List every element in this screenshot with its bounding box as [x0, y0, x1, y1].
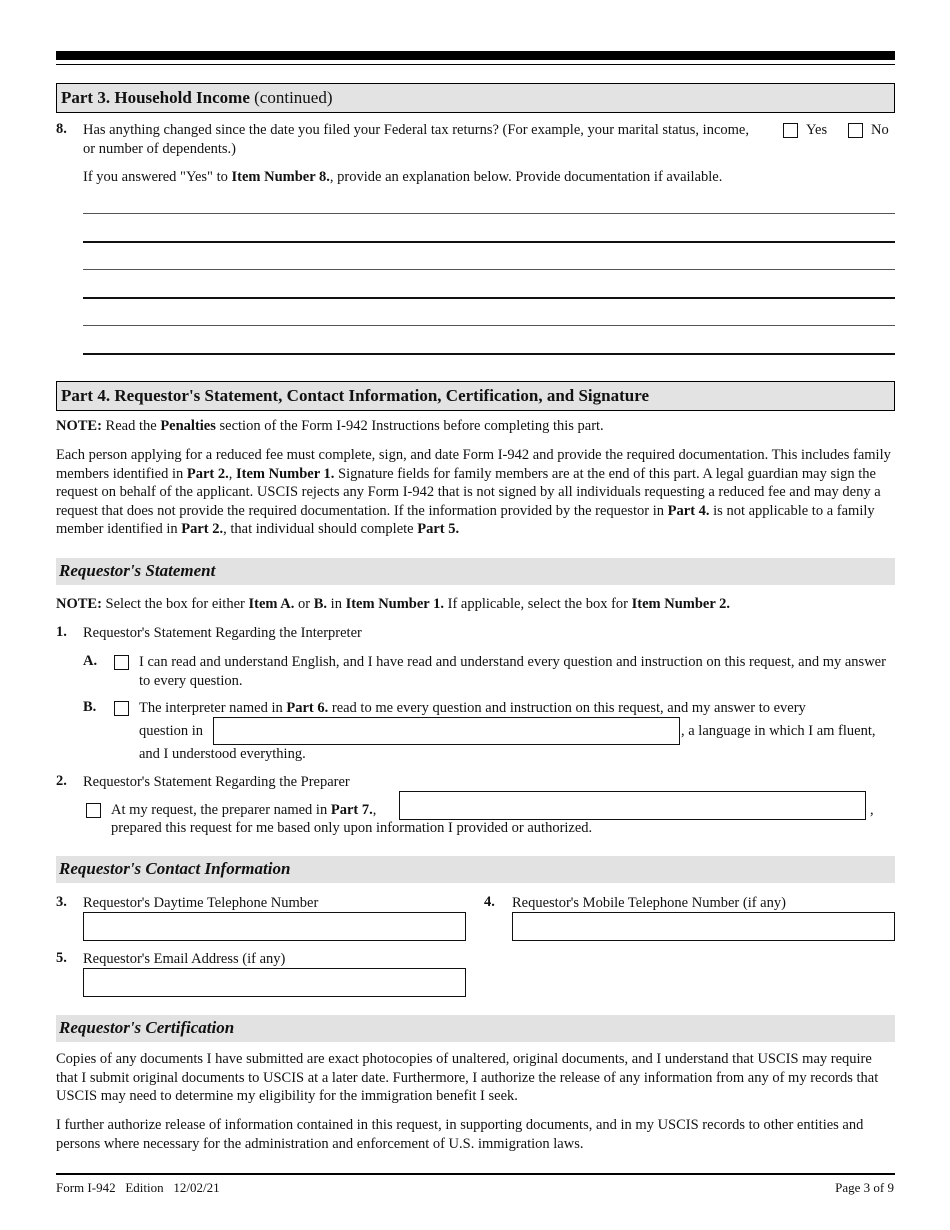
- note-label: NOTE:: [56, 418, 102, 434]
- daytime-phone-input[interactable]: [83, 912, 466, 941]
- note-ref: Item Number 2.: [631, 596, 731, 612]
- requestor-contact-header: Requestor's Contact Information: [56, 856, 895, 883]
- note-text: or: [294, 596, 314, 612]
- certification-paragraph-2: I further authorize release of information contained in this request, in supporting documents, and in my USCIS records to other entities and persons where necessary for the administration and enforcement of U.S. immigration laws.: [56, 1117, 864, 1152]
- certification-paragraph-1: Copies of any documents I have submitted are exact photocopies of unaltered, original documents, and I understand that USCIS may require that I submit original documents to USCIS at a later date. Furthermore, I authorize the release of any information from any of my records that USCIS may need to determine my eligibility for the immigration benefit I seek.: [56, 1051, 879, 1104]
- item1b-text-pre: The interpreter named in: [139, 700, 287, 716]
- footer-page-number: Page 3 of 9: [835, 1180, 894, 1195]
- note-ref: B.: [313, 596, 328, 612]
- intro-text: Signature fields for family members are at the end of this part. A legal guardian may sign the request on behalf of the applicant. USCIS rejects any Form I-942 that is not signed by all individuals requesting a reduced fee and may deny a request that does not provide the required documentation. If the information provided by the requestor in: [56, 465, 881, 519]
- part3-title-continued: (continued): [249, 88, 333, 107]
- item8-question: Has anything changed since the date you filed your Federal tax returns? (For example, your marital status, income, or number of dependents.): [83, 122, 749, 157]
- item8-instruction-ref: Item Number 8.: [231, 169, 330, 185]
- preparer-input[interactable]: [399, 791, 866, 820]
- item8-yes-label: Yes: [806, 122, 828, 138]
- item1b-language-text: , a language in which I am fluent,: [681, 723, 876, 739]
- item2-label: Requestor's Statement Regarding the Preparer: [83, 774, 350, 790]
- item1-number: 1.: [56, 624, 67, 640]
- intro-ref: Part 5.: [417, 521, 460, 537]
- intro-text: , that individual should complete: [223, 521, 418, 537]
- item2-ref: Part 7.: [330, 802, 373, 818]
- item1b-understood: and I understood everything.: [139, 746, 306, 762]
- requestor-certification-header: Requestor's Certification: [56, 1015, 895, 1042]
- statement-note: [56, 595, 895, 614]
- top-rule-thin: [56, 64, 895, 65]
- email-input[interactable]: [83, 968, 466, 997]
- item2-line2: prepared this request for me based only upon information I provided or authorized.: [111, 820, 593, 836]
- item2-text-pre: At my request, the preparer named in: [111, 802, 331, 818]
- item1b-letter: B.: [83, 699, 97, 715]
- intro-text: Each person applying for a reduced fee must complete, sign, and date Form I-942 and provide the required documentation. This includes family members identified in: [56, 447, 891, 482]
- note-text: Select the box for either: [101, 596, 249, 612]
- intro-ref: Part 2.: [186, 465, 229, 482]
- item1b-question-in: question in: [139, 723, 204, 739]
- part4-intro-paragraph: [56, 446, 895, 539]
- item1-label: Requestor's Statement Regarding the Interpreter: [83, 625, 362, 641]
- part4-header: Part 4. Requestor's Statement, Contact Information, Certification, and Signature: [56, 381, 895, 411]
- item2-text: [111, 801, 376, 820]
- item1b-ref: Part 6.: [286, 700, 329, 716]
- item2-comma: ,: [372, 802, 377, 818]
- intro-ref: Item Number 1.: [236, 465, 335, 482]
- item8-no-checkbox[interactable]: [848, 123, 863, 138]
- footer-rule: [56, 1173, 895, 1175]
- intro-ref: Part 2.: [181, 521, 224, 537]
- requestor-statement-header: Requestor's Statement: [56, 558, 895, 585]
- item8-instruction-post: , provide an explanation below. Provide documentation if available.: [329, 169, 723, 185]
- item3-label: Requestor's Daytime Telephone Number: [83, 895, 319, 911]
- item1b-text: [139, 699, 895, 718]
- item8-yes-checkbox[interactable]: [783, 123, 798, 138]
- explanation-line: [83, 353, 895, 355]
- note-text-pre: Read the: [101, 418, 161, 434]
- intro-text: is not applicable to a family member identified in: [56, 502, 875, 537]
- item1b-checkbox[interactable]: [114, 701, 129, 716]
- item8-instruction: [83, 168, 895, 187]
- item2-checkbox[interactable]: [86, 803, 101, 818]
- item1a-letter: A.: [83, 653, 98, 669]
- part3-title: Part 3. Household Income: [61, 88, 250, 107]
- language-input[interactable]: [213, 717, 680, 745]
- item8-no-label: No: [871, 122, 889, 138]
- item8-number: 8.: [56, 121, 67, 137]
- note-penalties: Penalties: [160, 418, 216, 434]
- note-text-post: section of the Form I-942 Instructions before completing this part.: [215, 418, 604, 434]
- item4-number: 4.: [484, 894, 495, 910]
- explanation-line: [83, 213, 895, 214]
- part3-header: [56, 83, 895, 113]
- explanation-line: [83, 325, 895, 326]
- item8-instruction-pre: If you answered "Yes" to: [83, 169, 232, 185]
- part4-note: [56, 417, 895, 436]
- explanation-line: [83, 297, 895, 299]
- item3-number: 3.: [56, 894, 67, 910]
- note-text: in: [327, 596, 346, 612]
- item2-number: 2.: [56, 773, 67, 789]
- item2-trailing-comma: ,: [870, 802, 874, 818]
- intro-text: ,: [228, 465, 236, 482]
- top-rule-thick: [56, 51, 895, 60]
- footer-form-edition: Form I-942 Edition 12/02/21: [56, 1180, 220, 1195]
- note-ref: Item Number 1.: [345, 596, 444, 612]
- item1a-checkbox[interactable]: [114, 655, 129, 670]
- explanation-line: [83, 241, 895, 243]
- item1b-text-post: read to me every question and instruction on this request, and my answer to every: [328, 700, 806, 716]
- item5-label: Requestor's Email Address (if any): [83, 951, 286, 967]
- note-text: If applicable, select the box for: [443, 596, 632, 612]
- note-label: NOTE:: [56, 596, 102, 612]
- intro-ref: Part 4.: [667, 502, 710, 519]
- mobile-phone-input[interactable]: [512, 912, 895, 941]
- note-ref: Item A.: [248, 596, 295, 612]
- explanation-line: [83, 269, 895, 270]
- item1a-text: I can read and understand English, and I have read and understand every question and instruction on this request, and my answer to every question.: [139, 654, 886, 689]
- item4-label: Requestor's Mobile Telephone Number (if any): [512, 895, 786, 911]
- item5-number: 5.: [56, 950, 67, 966]
